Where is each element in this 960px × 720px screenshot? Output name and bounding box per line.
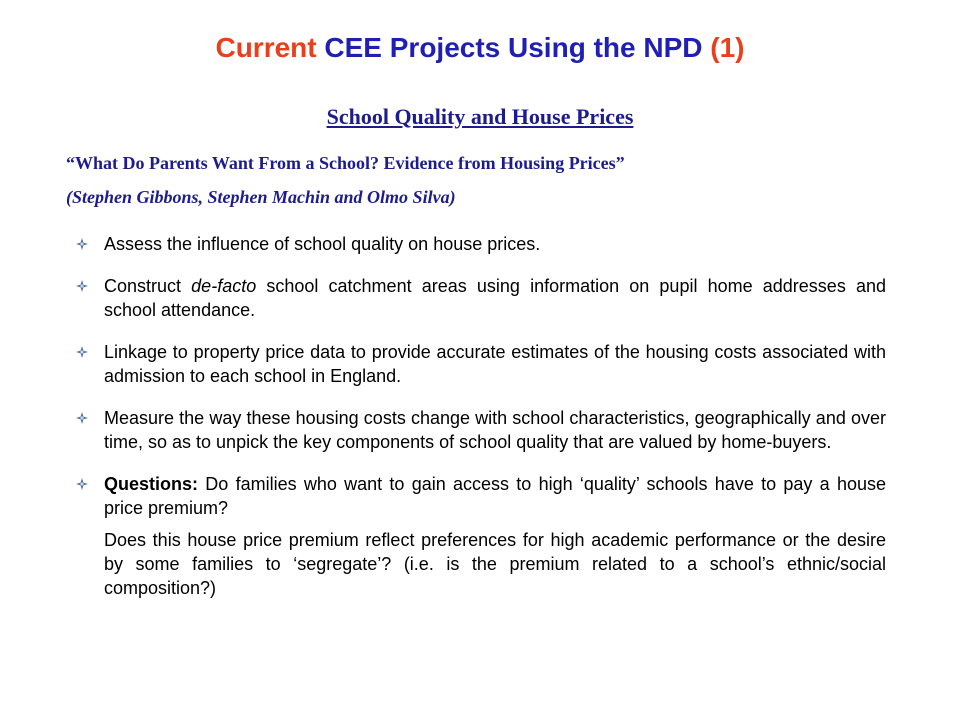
bullet-item: [76, 232, 886, 256]
slide-subtitle: School Quality and House Prices: [326, 104, 634, 129]
title-current: Current: [215, 32, 317, 63]
bullet-item: [76, 340, 886, 388]
bullet-text: Linkage to property price data to provide accurate estimates of the housing costs associated with admission to each school in England.: [104, 342, 886, 386]
bullet-item: [76, 472, 886, 600]
bullet-icon: [76, 412, 88, 424]
paper-authors: (Stephen Gibbons, Stephen Machin and Olmo Silva): [66, 187, 456, 207]
bullet-text: Measure the way these housing costs change with school characteristics, geographically and over time, so as to unpick the key components of school quality that are valued by home-buyers.: [104, 408, 886, 452]
bullet-text-bold: Questions:: [104, 474, 199, 494]
slide-title: [0, 30, 960, 66]
bullet-list: [76, 232, 886, 618]
bullet-text-post: Do families who want to gain access to high ‘quality’ schools have to pay a house price premium?: [104, 474, 886, 518]
bullet-item: [76, 274, 886, 322]
bullet-icon: [76, 280, 88, 292]
bullet-followup-text: Does this house price premium reflect preferences for high academic performance or the desire by some families to ‘segregate’? (i.e. is the premium related to a school’s ethnic/social composition?): [104, 530, 886, 598]
bullet-text: Assess the influence of school quality on house prices.: [104, 234, 541, 254]
bullet-text-post: school catchment areas using information on pupil home addresses and school attendance.: [104, 276, 886, 320]
title-number: (1): [710, 32, 745, 63]
bullet-icon: [76, 238, 88, 250]
bullet-text: [104, 472, 886, 520]
title-main: CEE Projects Using the NPD: [324, 32, 703, 63]
bullet-icon: [76, 478, 88, 490]
bullet-item: [76, 406, 886, 454]
paper-title: “What Do Parents Want From a School? Evidence from Housing Prices”: [66, 153, 625, 173]
bullet-icon: [76, 346, 88, 358]
bullet-text-pre: Construct: [104, 276, 192, 296]
bullet-text: [104, 274, 886, 322]
bullet-text-italic: de-facto: [191, 276, 257, 296]
